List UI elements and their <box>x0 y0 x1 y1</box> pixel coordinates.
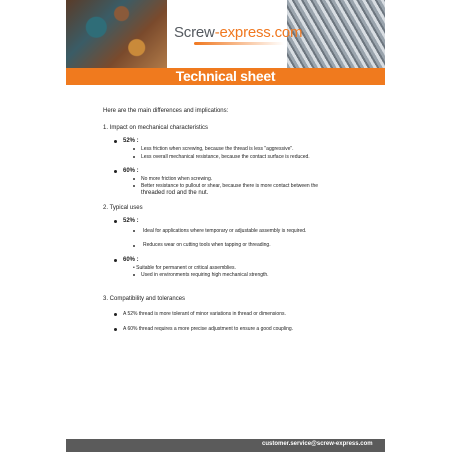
bullet-icon <box>114 313 117 316</box>
section3-line1: A 52% thread is more tolerant of minor variations in thread or dimensions. <box>123 311 286 317</box>
section2-item2-line1: • Suitable for permanent or critical assemblies. <box>133 265 236 271</box>
bullet-icon <box>114 328 117 331</box>
circle-bullet-icon <box>133 178 135 180</box>
brand-logo <box>174 24 302 41</box>
footer-email[interactable]: customer.service@screw-express.com <box>262 441 373 447</box>
section1-item2-line1: No more friction when screwing. <box>141 176 213 182</box>
logo-main-text: Screw <box>174 24 215 41</box>
logo-swoosh <box>194 42 284 45</box>
section2-heading: 2. Typical uses <box>103 205 143 211</box>
section2-item1-line2: Reduces wear on cutting tools when tapping or threading. <box>143 242 271 248</box>
circle-bullet-icon <box>133 185 135 187</box>
section3-line2: A 60% thread requires a more precise adjustment to ensure a good coupling. <box>123 326 294 332</box>
section1-item1-label: 52% : <box>123 138 139 144</box>
section3-heading: 3. Compatibility and tolerances <box>103 296 186 302</box>
section1-item2-line3: threaded rod and the nut. <box>141 190 209 196</box>
section2-item2-label: 60% : <box>123 257 139 263</box>
intro-text: Here are the main differences and implications: <box>103 108 229 114</box>
section1-item1-line1: Less friction when screwing, because the thread is less "aggressive". <box>141 146 294 152</box>
bullet-icon <box>114 220 117 223</box>
circle-bullet-icon <box>133 245 135 247</box>
header-photo-tools <box>66 0 167 68</box>
header-banner <box>66 0 385 68</box>
section1-item1-line2: Less overall mechanical resistance, because the contact surface is reduced. <box>141 154 310 160</box>
circle-bullet-icon <box>133 230 135 232</box>
section2-item1-line1: Ideal for applications where temporary or adjustable assembly is required. <box>143 228 307 234</box>
circle-bullet-icon <box>133 274 135 276</box>
technical-sheet-page <box>66 0 385 452</box>
logo-accent-text: -express.com <box>214 24 303 41</box>
section1-heading: 1. Impact on mechanical characteristics <box>103 125 209 131</box>
circle-bullet-icon <box>133 148 135 150</box>
section2-item1-label: 52% : <box>123 218 139 224</box>
section1-item2-label: 60% : <box>123 168 139 174</box>
page-title: Technical sheet <box>175 68 276 84</box>
bullet-icon <box>114 259 117 262</box>
bullet-icon <box>114 170 117 173</box>
bullet-icon <box>114 140 117 143</box>
circle-bullet-icon <box>133 156 135 158</box>
section1-item2-line2: Better resistance to pullout or shear, because there is more contact between the <box>141 183 319 189</box>
section2-item2-line2: Used in environments requiring high mechanical strength. <box>141 272 269 278</box>
